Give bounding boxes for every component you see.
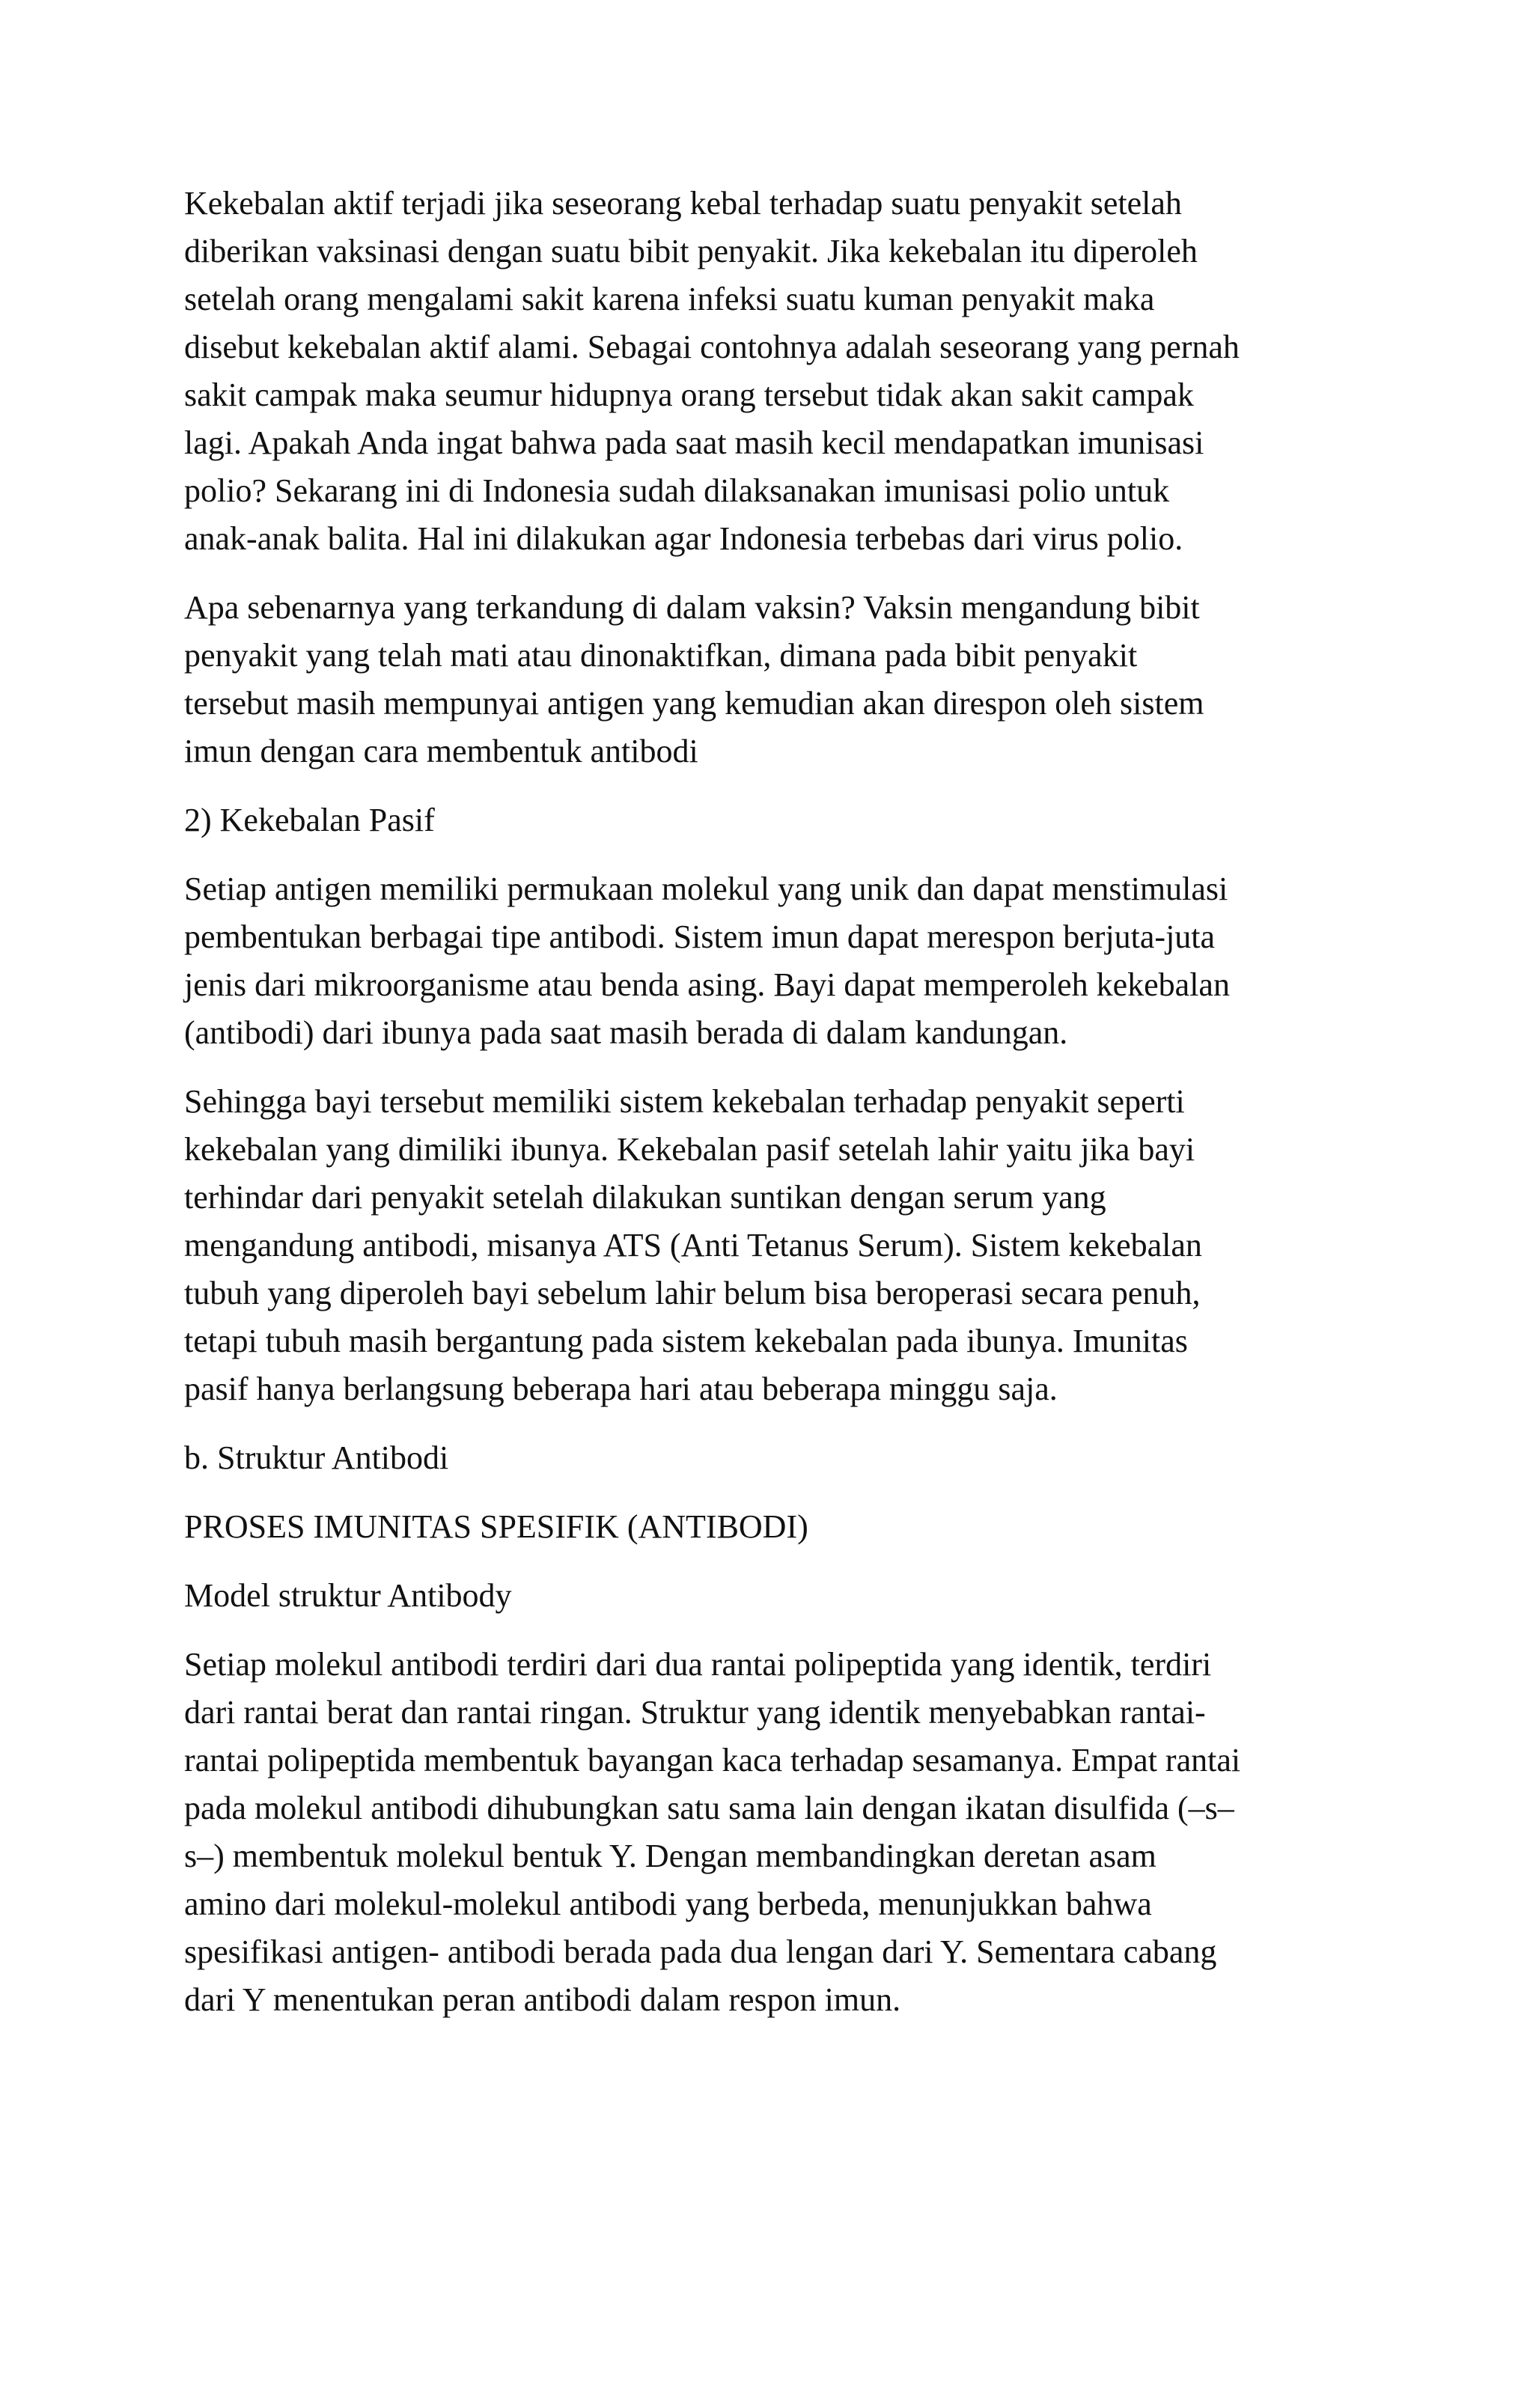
text-line: polio? Sekarang ini di Indonesia sudah dilaksanakan imunisasi polio untuk [184, 472, 1170, 509]
text-line: rantai polipeptida membentuk bayangan kaca terhadap sesamanya. Empat rantai [184, 1742, 1241, 1778]
text-line: dari rantai berat dan rantai ringan. Struktur yang identik menyebabkan rantai- [184, 1694, 1206, 1731]
heading-passive-immunity: 2) Kekebalan Pasif [184, 802, 435, 838]
text-line: penyakit yang telah mati atau dinonaktifkan, dimana pada bibit penyakit [184, 637, 1138, 674]
text-line: s–) membentuk molekul bentuk Y. Dengan membandingkan deretan asam [184, 1838, 1156, 1874]
text-line: Kekebalan aktif terjadi jika seseorang kebal terhadap suatu penyakit setelah [184, 185, 1182, 222]
text-line: Apa sebenarnya yang terkandung di dalam vaksin? Vaksin mengandung bibit [184, 589, 1200, 626]
text-line: Setiap antigen memiliki permukaan molekul yang unik dan dapat menstimulasi [184, 871, 1228, 907]
text-line: amino dari molekul-molekul antibodi yang berbeda, menunjukkan bahwa [184, 1886, 1152, 1922]
text-line: spesifikasi antigen- antibodi berada pada dua lengan dari Y. Sementara cabang [184, 1933, 1217, 1970]
text-line: tetapi tubuh masih bergantung pada sistem kekebalan pada ibunya. Imunitas [184, 1323, 1188, 1359]
text-line: (antibodi) dari ibunya pada saat masih berada di dalam kandungan. [184, 1014, 1068, 1051]
document-body [184, 180, 1359, 2045]
paragraph-active-immunity [184, 180, 1359, 563]
paragraph-antibody-molecule [184, 1641, 1359, 2024]
text-line: mengandung antibodi, misanya ATS (Anti Tetanus Serum). Sistem kekebalan [184, 1227, 1202, 1264]
text-line: anak-anak balita. Hal ini dilakukan agar Indonesia terbebas dari virus polio. [184, 520, 1183, 557]
text-line: sakit campak maka seumur hidupnya orang tersebut tidak akan sakit campak [184, 377, 1194, 413]
paragraph-antigen [184, 865, 1359, 1057]
text-line: Sehingga bayi tersebut memiliki sistem kekebalan terhadap penyakit seperti [184, 1083, 1185, 1120]
text-line: pasif hanya berlangsung beberapa hari atau beberapa minggu saja. [184, 1371, 1058, 1407]
heading-antibody-structure: b. Struktur Antibodi [184, 1439, 449, 1476]
text-line: tubuh yang diperoleh bayi sebelum lahir belum bisa beroperasi secara penuh, [184, 1275, 1201, 1311]
text-line: kekebalan yang dimiliki ibunya. Kekebalan pasif setelah lahir yaitu jika bayi [184, 1131, 1195, 1168]
heading-specific-immunity-process: PROSES IMUNITAS SPESIFIK (ANTIBODI) [184, 1508, 808, 1545]
text-line: jenis dari mikroorganisme atau benda asing. Bayi dapat memperoleh kekebalan [184, 966, 1230, 1003]
text-line: tersebut masih mempunyai antigen yang kemudian akan direspon oleh sistem [184, 685, 1204, 722]
text-line: setelah orang mengalami sakit karena infeksi suatu kuman penyakit maka [184, 281, 1155, 317]
paragraph-passive-details [184, 1078, 1359, 1413]
text-line: imun dengan cara membentuk antibodi [184, 733, 698, 769]
text-line: disebut kekebalan aktif alami. Sebagai contohnya adalah seseorang yang pernah [184, 329, 1240, 365]
text-line: pada molekul antibodi dihubungkan satu sama lain dengan ikatan disulfida (–s– [184, 1790, 1234, 1826]
paragraph-vaccine [184, 584, 1359, 775]
text-line: Setiap molekul antibodi terdiri dari dua rantai polipeptida yang identik, terdiri [184, 1646, 1212, 1683]
text-line: lagi. Apakah Anda ingat bahwa pada saat masih kecil mendapatkan imunisasi [184, 424, 1204, 461]
heading-antibody-model: Model struktur Antibody [184, 1577, 512, 1614]
text-line: terhindar dari penyakit setelah dilakukan suntikan dengan serum yang [184, 1179, 1106, 1216]
text-line: pembentukan berbagai tipe antibodi. Sistem imun dapat merespon berjuta-juta [184, 918, 1216, 955]
text-line: diberikan vaksinasi dengan suatu bibit penyakit. Jika kekebalan itu diperoleh [184, 233, 1198, 269]
text-line: dari Y menentukan peran antibodi dalam respon imun. [184, 1981, 901, 2018]
